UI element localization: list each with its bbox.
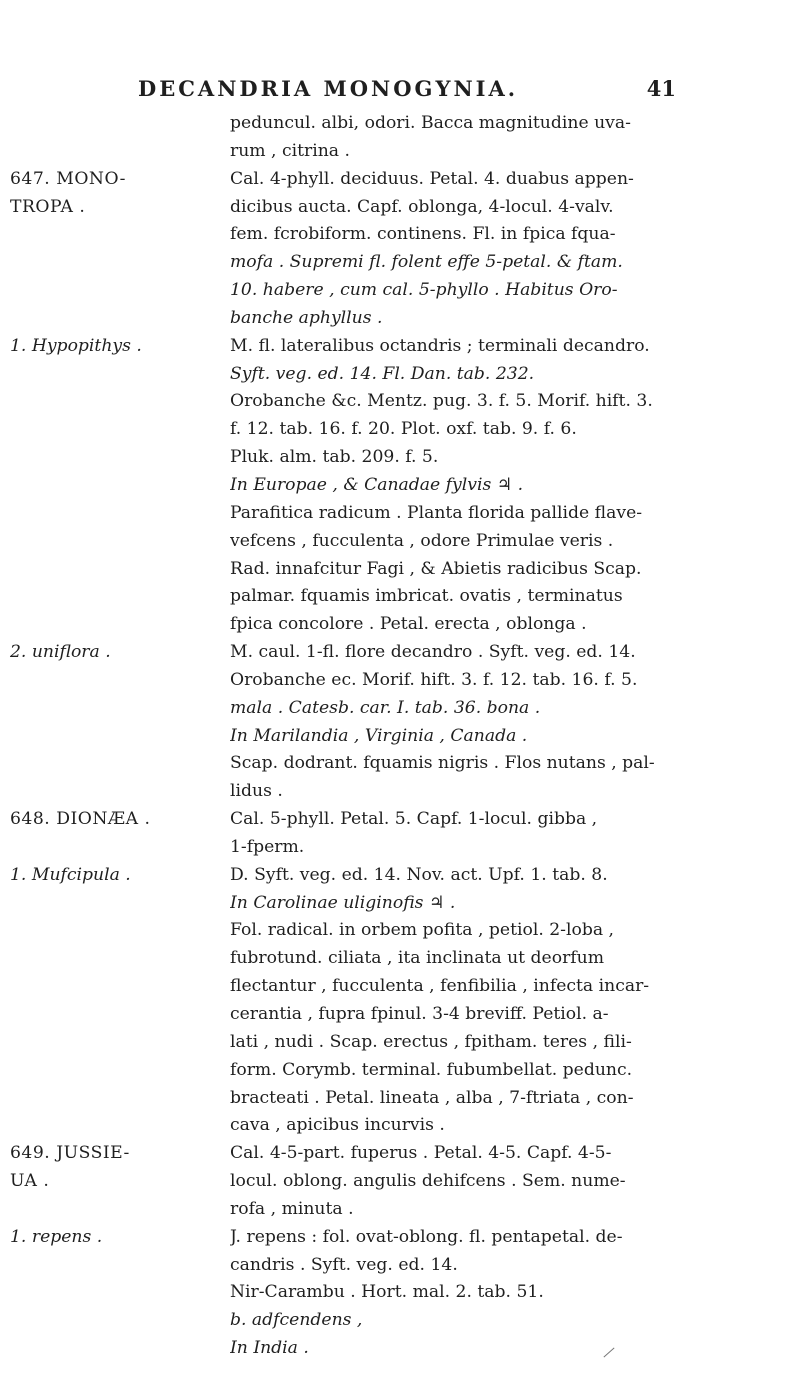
line-text: Fol. radical. in orbem pofita , petiol. 2-loba , [230, 920, 615, 941]
text-line [10, 472, 780, 500]
line-text: mofa . Supremi fl. folent effe 5-petal. & ftam. [230, 252, 623, 273]
text-line [10, 778, 780, 806]
text-line [10, 1112, 780, 1140]
line-text: fpica concolore . Petal. erecta , oblonga . [230, 614, 587, 635]
line-text: fubrotund. ciliata , ita inclinata ut deorfum [230, 948, 605, 969]
text-line [10, 333, 780, 361]
text-line [10, 750, 780, 778]
line-text: Scap. dodrant. fquamis nigris . Flos nutans , pal- [230, 753, 655, 774]
line-text: flectantur , fucculenta , fenfibilia , infecta incar- [230, 976, 650, 997]
text-line [10, 444, 780, 472]
line-text: J. repens : fol. ovat-oblong. fl. pentapetal. de- [230, 1226, 623, 1247]
line-text: cerantia , fupra fpinul. 3-4 breviff. Petiol. a- [230, 1004, 609, 1024]
text-line [10, 528, 780, 556]
margin-label: 1. Hypopithys . [10, 335, 142, 356]
line-text: dicibus aucta. Capf. oblonga, 4-locul. 4-valv. [230, 196, 614, 217]
line-text: cava , apicibus incurvis . [230, 1115, 445, 1136]
text-line [10, 138, 780, 166]
text-line [10, 305, 780, 333]
text-line [10, 890, 780, 918]
text-line [10, 1335, 780, 1363]
page-header [138, 76, 676, 106]
text-line [10, 1279, 780, 1307]
margin-label: 648. DIONÆA . [10, 809, 151, 830]
line-text: f. 12. tab. 16. f. 20. Plot. oxf. tab. 9. f. 6. [230, 419, 577, 440]
text-line [10, 917, 780, 945]
line-text: D. Syft. veg. ed. 14. Nov. act. Upf. 1. tab. 8. [230, 864, 608, 885]
line-text: M. fl. lateralibus octandris ; terminali decandro. [230, 335, 650, 356]
text-line [10, 1168, 780, 1196]
text-line [10, 1085, 780, 1113]
line-text: locul. oblong. angulis dehifcens . Sem. nume- [230, 1171, 626, 1192]
line-text: vefcens , fucculenta , odore Primulae veris . [230, 530, 614, 551]
text-line [10, 695, 780, 723]
line-text: Cal. 4-5-part. fuperus . Petal. 4-5. Capf. 4-5- [230, 1143, 612, 1164]
text-line [10, 862, 780, 890]
line-text: Syft. veg. ed. 14. Fl. Dan. tab. 232. [230, 363, 535, 384]
text-line [10, 639, 780, 667]
line-text: Orobanche &c. Mentz. pug. 3. f. 5. Morif. hift. 3. [230, 391, 653, 412]
line-text: Cal. 5-phyll. Petal. 5. Capf. 1-locul. gibba , [230, 809, 598, 830]
text-line [10, 973, 780, 1001]
text-line [10, 361, 780, 389]
text-line [10, 249, 780, 277]
text-line [10, 556, 780, 584]
running-title: DECANDRIA MONOGYNIA. [138, 76, 519, 101]
line-text: peduncul. albi, odori. Bacca magnitudine uva- [230, 113, 631, 133]
text-line [10, 1057, 780, 1085]
margin-label: 649. JUSSIE- [10, 1143, 130, 1164]
margin-label: 647. MONO- [10, 168, 126, 189]
page-number: 41 [646, 76, 676, 101]
line-text: 1-fperm. [230, 836, 305, 857]
line-text: Cal. 4-phyll. deciduus. Petal. 4. duabus appen- [230, 168, 634, 189]
line-text: b. adfcendens , [230, 1310, 363, 1331]
line-text: Pluk. alm. tab. 209. f. 5. [230, 447, 439, 468]
line-text: rum , citrina . [230, 140, 350, 161]
line-text: lidus . [230, 781, 283, 802]
text-line [10, 834, 780, 862]
text-line [10, 221, 780, 249]
text-body [10, 110, 780, 1363]
line-text: mala . Catesb. car. I. tab. 36. bona . [230, 697, 541, 718]
text-line [10, 1029, 780, 1057]
margin-label: 1. Mufcipula . [10, 864, 131, 885]
text-line [10, 1224, 780, 1252]
text-line [10, 667, 780, 695]
text-line [10, 945, 780, 973]
text-line [10, 583, 780, 611]
text-line [10, 611, 780, 639]
line-text: Orobanche ec. Morif. hift. 3. f. 12. tab. 16. f. 5. [230, 669, 638, 690]
line-text: palmar. fquamis imbricat. ovatis , terminatus [230, 586, 623, 607]
line-text: Nir-Carambu . Hort. mal. 2. tab. 51. [230, 1282, 544, 1303]
text-line [10, 166, 780, 194]
text-line [10, 723, 780, 751]
text-line [10, 1252, 780, 1280]
line-text: banche aphyllus . [230, 307, 383, 328]
line-text: In Carolinae uliginofis ♃ . [230, 892, 456, 913]
margin-label: 1. repens . [10, 1226, 103, 1247]
text-line [10, 1001, 780, 1029]
margin-label: 2. uniflora . [10, 642, 111, 663]
line-text: form. Corymb. terminal. fubumbellat. pedunc. [230, 1059, 633, 1080]
line-text: Parafitica radicum . Planta florida pallide flave- [230, 502, 643, 523]
margin-label: TROPA . [10, 196, 86, 217]
text-line [10, 416, 780, 444]
line-text: rofa , minuta . [230, 1198, 354, 1219]
text-line [10, 388, 780, 416]
text-line [10, 1307, 780, 1335]
line-text: lati , nudi . Scap. erectus , fpitham. teres , fili- [230, 1031, 632, 1052]
line-text: 10. habere , cum cal. 5-phyllo . Habitus Oro- [230, 280, 618, 301]
line-text: In Europae , & Canadae fylvis ♃ . [230, 474, 524, 495]
line-text: Rad. innafcitur Fagi , & Abietis radicibus Scap. [230, 558, 642, 579]
text-line [10, 277, 780, 305]
text-line [10, 806, 780, 834]
text-line [10, 1196, 780, 1224]
line-text: In Marilandia , Virginia , Canada . [230, 725, 528, 746]
text-line [10, 110, 780, 138]
margin-label: UA . [10, 1171, 50, 1192]
line-text: fem. fcrobiform. continens. Fl. in fpica fqua- [230, 224, 616, 245]
line-text: bracteati . Petal. lineata , alba , 7-ftriata , con- [230, 1087, 634, 1108]
line-text: M. caul. 1-fl. flore decandro . Syft. veg. ed. 14. [230, 642, 636, 663]
line-text: candris . Syft. veg. ed. 14. [230, 1254, 458, 1275]
text-line [10, 1140, 780, 1168]
text-line [10, 194, 780, 222]
line-text: In India . [230, 1338, 309, 1359]
text-line [10, 500, 780, 528]
